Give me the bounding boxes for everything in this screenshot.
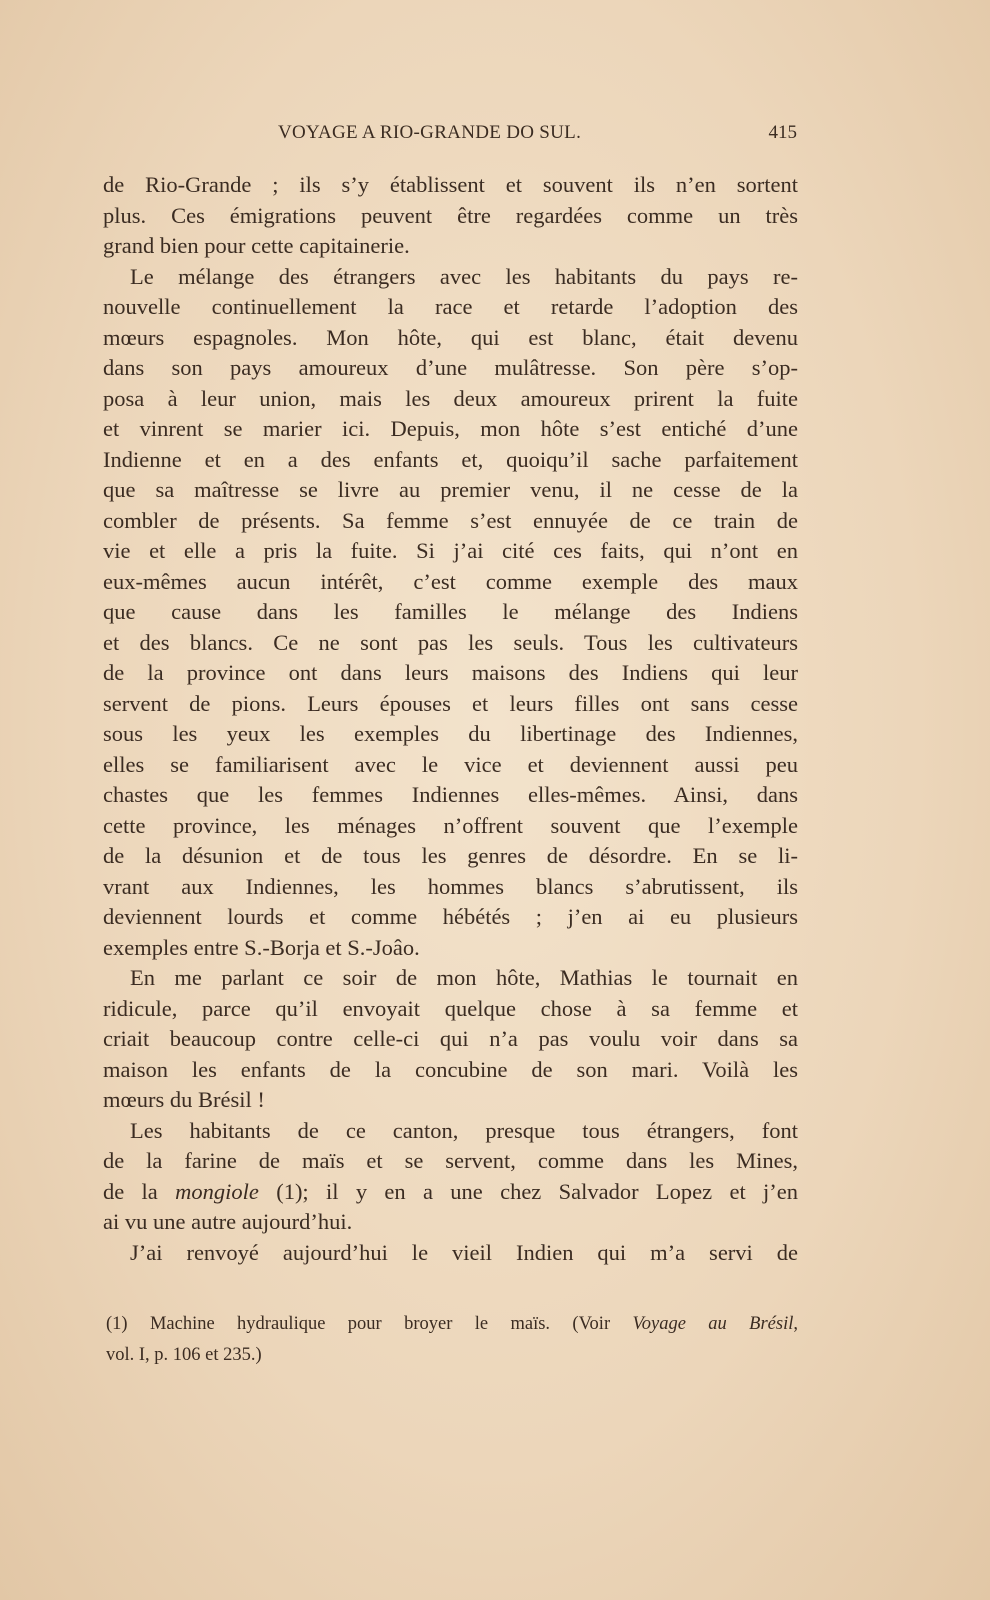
text-line <box>103 262 798 293</box>
text-segment: grand bien pour cette capitainerie. <box>103 233 410 258</box>
text-segment: que cause dans les familles le mélange des Indiens <box>103 599 798 624</box>
text-line <box>103 902 798 933</box>
text-line <box>103 292 798 323</box>
text-segment: mœurs espagnoles. Mon hôte, qui est blanc, était devenu <box>103 324 798 350</box>
text-line <box>103 658 798 689</box>
text-segment: nouvelle continuellement la race et retarde l’adoption des <box>103 294 798 319</box>
text-line <box>103 353 798 384</box>
text-segment: et vinrent se marier ici. Depuis, mon hôte s’est entiché d’une <box>103 416 798 441</box>
text-line <box>103 1238 798 1269</box>
running-title: VOYAGE A RIO-GRANDE DO SUL. <box>278 122 582 143</box>
text-segment: deviennent lourds et comme hébétés ; j’en ai eu plusieurs <box>103 904 798 929</box>
footnote-line <box>106 1310 798 1341</box>
text-segment: de la province ont dans leurs maisons des Indiens qui leur <box>103 660 798 685</box>
text-segment: (1) Machine hydraulique pour broyer le maïs. (Voir <box>106 1314 633 1334</box>
text-line <box>103 719 798 750</box>
text-segment: J’ai renvoyé aujourd’hui le vieil Indien qui m’a servi de <box>130 1239 798 1265</box>
text-segment: cette province, les ménages n’offrent souvent que l’exemple <box>103 812 798 838</box>
text-line <box>103 1085 798 1116</box>
body-text <box>103 170 798 1268</box>
text-line <box>103 841 798 872</box>
text-line <box>103 170 798 201</box>
text-line <box>103 811 798 842</box>
footnote-line <box>106 1341 798 1372</box>
text-line <box>103 384 798 415</box>
text-segment: de la désunion et de tous les genres de désordre. En se li- <box>103 843 798 868</box>
text-segment: (1); il y en a une chez Salvador Lopez et j’en <box>258 1178 798 1204</box>
text-segment: vie et elle a pris la fuite. Si j’ai cité ces faits, qui n’ont en <box>103 538 798 563</box>
text-line <box>103 750 798 781</box>
text-line <box>103 994 798 1025</box>
text-line <box>103 323 798 354</box>
text-segment: exemples entre S.-Borja et S.-Joâo. <box>103 934 420 960</box>
text-segment: et des blancs. Ce ne sont pas les seuls. Tous les cultivateurs <box>103 629 798 655</box>
text-line <box>103 414 798 445</box>
text-segment: criait beaucoup contre celle-ci qui n’a pas voulu voir dans sa <box>103 1026 798 1051</box>
footnote <box>106 1310 798 1371</box>
text-segment: mœurs du Brésil ! <box>103 1087 265 1112</box>
text-segment: vol. I, p. 106 et 235.) <box>106 1344 262 1365</box>
text-segment: posa à leur union, mais les deux amoureux prirent la fuite <box>103 385 798 411</box>
text-segment: ai vu une autre aujourd’hui. <box>103 1209 353 1234</box>
text-line <box>103 567 798 598</box>
text-segment: Les habitants de ce canton, presque tous étrangers, font <box>130 1117 798 1143</box>
text-line <box>103 1146 798 1177</box>
italic-text: Voyage au Brésil <box>632 1314 794 1334</box>
text-segment: Indienne et en a des enfants et, quoiqu’il sache parfaitement <box>103 446 798 472</box>
text-line <box>103 201 798 232</box>
text-segment: servent de pions. Leurs épouses et leurs filles ont sans cesse <box>103 690 798 716</box>
text-line <box>103 597 798 628</box>
text-segment: ridicule, parce qu’il envoyait quelque chose à sa femme et <box>103 995 798 1021</box>
text-segment: de la <box>103 1178 176 1204</box>
text-line <box>103 963 798 994</box>
text-line <box>103 1116 798 1147</box>
text-segment: maison les enfants de la concubine de son mari. Voilà les <box>103 1056 798 1082</box>
text-line <box>103 475 798 506</box>
text-line <box>103 506 798 537</box>
page-number: 415 <box>768 122 797 143</box>
text-segment: de Rio-Grande ; ils s’y établissent et souvent ils n’en sortent <box>103 172 798 197</box>
text-line <box>103 628 798 659</box>
text-line <box>103 689 798 720</box>
text-segment: dans son pays amoureux d’une mulâtresse. Son père s’op- <box>103 355 798 380</box>
text-segment: de la farine de maïs et se servent, comme dans les Mines, <box>103 1148 798 1173</box>
text-line <box>103 780 798 811</box>
text-line <box>103 872 798 903</box>
text-line <box>103 1207 798 1238</box>
italic-text: mongiole <box>175 1178 259 1204</box>
text-segment: eux-mêmes aucun intérêt, c’est comme exemple des maux <box>103 568 798 594</box>
text-segment: , <box>793 1314 798 1334</box>
text-segment: elles se familiarisent avec le vice et deviennent aussi peu <box>103 751 798 777</box>
text-line <box>103 1055 798 1086</box>
text-segment: sous les yeux les exemples du libertinage des Indiennes, <box>103 721 798 746</box>
text-line <box>103 933 798 964</box>
page-header <box>100 122 797 150</box>
text-line <box>103 1177 798 1208</box>
text-segment: combler de présents. Sa femme s’est ennuyée de ce train de <box>103 507 798 533</box>
text-segment: que sa maîtresse se livre au premier venu, il ne cesse de la <box>103 477 798 502</box>
text-line <box>103 536 798 567</box>
text-segment: vrant aux Indiennes, les hommes blancs s’abrutissent, ils <box>103 873 798 899</box>
text-segment: Le mélange des étrangers avec les habitants du pays re- <box>130 263 798 289</box>
text-line <box>103 231 798 262</box>
text-segment: plus. Ces émigrations peuvent être regardées comme un très <box>103 202 798 228</box>
text-line <box>103 445 798 476</box>
text-segment: En me parlant ce soir de mon hôte, Mathias le tournait en <box>130 965 798 990</box>
text-segment: chastes que les femmes Indiennes elles-mêmes. Ainsi, dans <box>103 782 798 807</box>
text-line <box>103 1024 798 1055</box>
